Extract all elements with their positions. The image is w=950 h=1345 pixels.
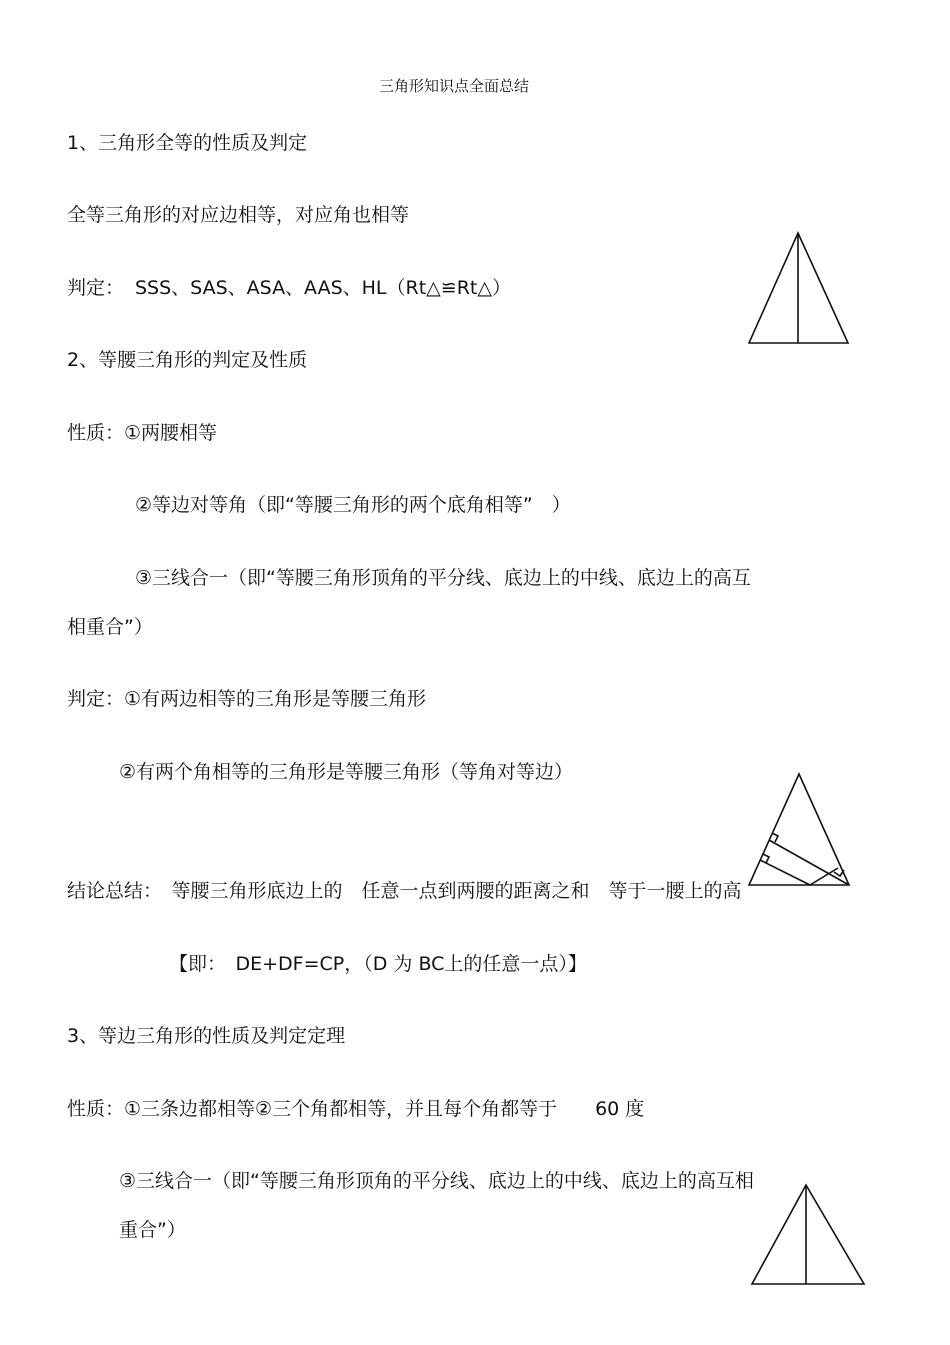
equilateral-triangle-figure <box>748 1180 868 1290</box>
isosceles-property-3-line-1: ③三线合一（即“等腰三角形顶角的平分线、底边上的中线、底边上的高互 <box>135 567 751 589</box>
congruent-criteria: SSS、SAS、ASA、AAS、HL（Rt△≌Rt△） <box>135 277 511 299</box>
isosceles-conclusion: 结论总结： 等腰三角形底边上的 任意一点到两腰的距离之和 等于一腰上的高 <box>67 880 742 902</box>
isosceles-formula: 【即： DE+DF=CP，（D 为 BC上的任意一点）】 <box>169 953 587 975</box>
isosceles-triangle-figure-1 <box>745 228 855 348</box>
section-2-heading: 2、等腰三角形的判定及性质 <box>67 349 308 371</box>
isosceles-property-1: 性质：①两腰相等 <box>67 422 218 444</box>
section-1-heading: 1、三角形全等的性质及判定 <box>67 132 308 154</box>
congruent-property: 全等三角形的对应边相等，对应角也相等 <box>67 204 410 226</box>
isosceles-criterion-2: ②有两个角相等的三角形是等腰三角形（等角对等边） <box>119 761 574 783</box>
isosceles-property-2: ②等边对等角（即“等腰三角形的两个底角相等” ） <box>135 494 571 516</box>
isosceles-criterion-1: 判定：①有两边相等的三角形是等腰三角形 <box>67 688 427 710</box>
equilateral-property-3-line-2: 重合”） <box>119 1219 186 1241</box>
equilateral-property-1: 性质：①三条边都相等②三个角都相等，并且每个角都等于 60 度 <box>67 1098 645 1120</box>
page-title: 三角形知识点全面总结 <box>379 77 530 95</box>
equilateral-property-3-line-1: ③三线合一（即“等腰三角形顶角的平分线、底边上的中线、底边上的高互相 <box>119 1170 754 1192</box>
section-3-heading: 3、等边三角形的性质及判定定理 <box>67 1025 346 1047</box>
isosceles-triangle-distance-figure <box>745 770 855 890</box>
congruent-criteria-label: 判定： <box>67 277 125 299</box>
isosceles-property-3-line-2: 相重合”） <box>67 616 153 638</box>
